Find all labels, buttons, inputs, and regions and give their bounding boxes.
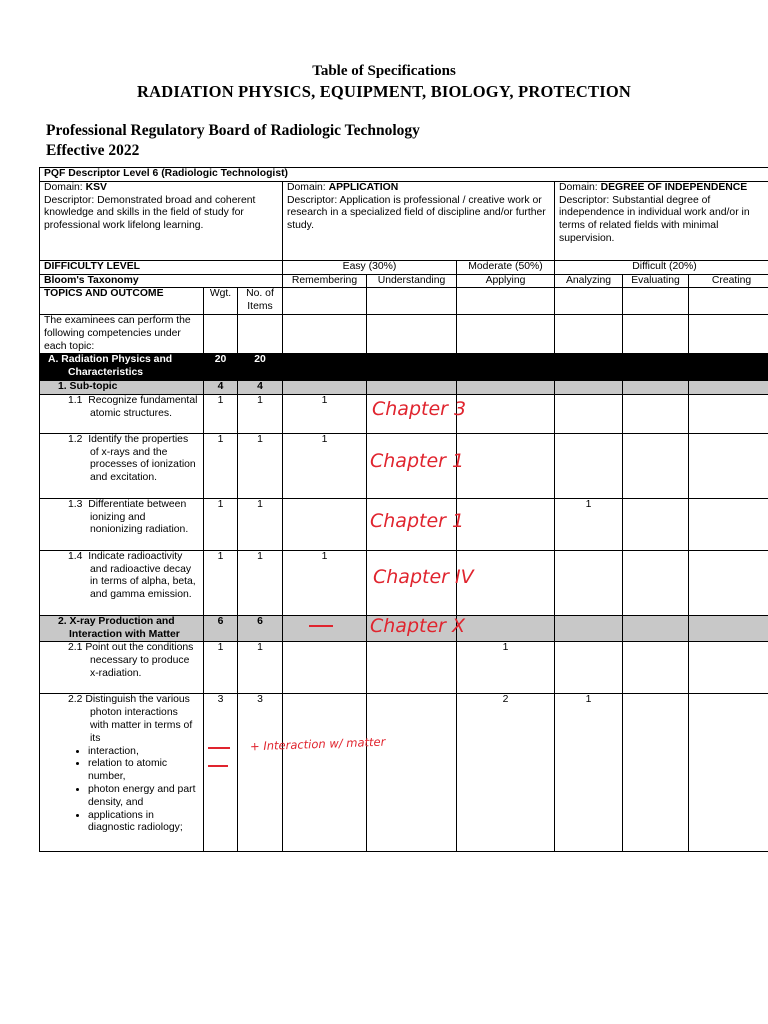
row-items: 1 <box>238 642 283 694</box>
section-items: 20 <box>238 354 283 381</box>
list-item: • applications in diagnostic radiology; <box>88 810 199 836</box>
domain-descriptor: Descriptor: Application is professional / creative work or research in a specialized field of discipline and/or further study. <box>287 194 546 232</box>
blooms-analyzing: Analyzing <box>555 274 623 288</box>
outcome-text: 1.2 Identify the properties of x-rays and the processes of ionization and excitation. <box>40 433 204 498</box>
handwritten-note: Chapter X <box>370 615 466 637</box>
blooms-evaluating: Evaluating <box>623 274 689 288</box>
analyzing-count: 1 <box>555 498 623 550</box>
items-header: No. of Items <box>238 288 283 315</box>
domain-value: KSV <box>85 181 107 193</box>
row-items: 1 <box>238 433 283 498</box>
remembering-count: 1 <box>283 433 367 498</box>
handwritten-dash <box>309 625 333 627</box>
list-item: • relation to atomic number, <box>88 758 199 784</box>
row-items: 1 <box>238 550 283 615</box>
outcome-text: 2.1 Point out the conditions necessary to produce x-radiation. <box>40 642 204 694</box>
domain-label: Domain: <box>559 181 601 193</box>
domain-descriptor: Descriptor: Demonstrated broad and coherent knowledge and skills in the field of study for professional work lifelong learning. <box>44 194 256 232</box>
outcome-text: 2.2 Distinguish the various photon interactions with matter in terms of its • interaction, • relation to atomic number, • photon energy and part density, and • applications in diagnostic radiology; <box>40 694 204 852</box>
subtopic-label: 1. Sub-topic <box>40 380 204 394</box>
wgt-header: Wgt. <box>204 288 238 315</box>
list-item: • photon energy and part density, and <box>88 784 199 810</box>
table-row <box>40 694 768 852</box>
applying-count: 1 <box>457 642 555 694</box>
analyzing-count <box>555 433 623 498</box>
section-row <box>40 354 768 381</box>
difficulty-level-label: DIFFICULTY LEVEL <box>40 260 283 274</box>
domain-independence <box>555 181 768 260</box>
pqf-descriptor-title: PQF Descriptor Level 6 (Radiologic Technologist) <box>40 168 768 182</box>
row-items: 3 <box>238 694 283 852</box>
document-title: Table of Specifications <box>312 63 456 79</box>
blooms-creating: Creating <box>689 274 768 288</box>
level-moderate: Moderate (50%) <box>457 260 555 274</box>
bullet-list <box>44 746 199 836</box>
analyzing-count: 1 <box>555 694 623 852</box>
subtopic-wgt: 6 <box>204 615 238 642</box>
applying-count: 2 <box>457 694 555 852</box>
section-wgt: 20 <box>204 354 238 381</box>
row-wgt: 1 <box>204 394 238 433</box>
organization-name: Professional Regulatory Board of Radiologic Technology <box>46 122 420 139</box>
list-item: • interaction, <box>88 746 199 759</box>
subtopic-wgt: 4 <box>204 380 238 394</box>
blooms-remembering: Remembering <box>283 274 367 288</box>
blooms-applying: Applying <box>457 274 555 288</box>
remembering-count: 1 <box>283 550 367 615</box>
remembering-count: 1 <box>283 394 367 433</box>
row-items: 1 <box>238 394 283 433</box>
blooms-taxonomy-label: Bloom's Taxonomy <box>40 274 283 288</box>
outcome-text: 1.1 Recognize fundamental atomic structures. <box>40 394 204 433</box>
domain-application <box>283 181 555 260</box>
handwritten-note: Chapter 3 <box>372 398 467 420</box>
subtopic-items: 6 <box>238 615 283 642</box>
table-row <box>40 642 768 694</box>
outcome-text: 1.3 Differentiate between ionizing and nonionizing radiation. <box>40 498 204 550</box>
handwritten-note: Chapter 1 <box>370 510 465 532</box>
organization-block <box>46 121 420 161</box>
row-wgt: 1 <box>204 498 238 550</box>
analyzing-count <box>555 394 623 433</box>
remembering-count <box>283 498 367 550</box>
document-subtitle: RADIATION PHYSICS, EQUIPMENT, BIOLOGY, PROTECTION <box>136 82 632 101</box>
subtopic-row <box>40 380 768 394</box>
level-easy: Easy (30%) <box>283 260 457 274</box>
row-wgt: 3 <box>204 694 238 852</box>
blooms-understanding: Understanding <box>367 274 457 288</box>
level-difficult: Difficult (20%) <box>555 260 768 274</box>
row-wgt: 1 <box>204 550 238 615</box>
domain-label: Domain: <box>287 181 329 193</box>
row-wgt: 1 <box>204 642 238 694</box>
analyzing-count <box>555 550 623 615</box>
domain-value: DEGREE OF INDEPENDENCE <box>600 181 748 193</box>
handwritten-dash <box>208 747 230 749</box>
section-label: A. Radiation Physics and Characteristics <box>40 354 204 381</box>
domain-value: APPLICATION <box>328 181 399 193</box>
handwritten-dash <box>208 765 228 767</box>
row-items: 1 <box>238 498 283 550</box>
domain-ksv <box>40 181 283 260</box>
handwritten-note: + Interaction w/ matter <box>249 734 386 754</box>
outcome-text: 1.4 Indicate radioactivity and radioactive decay in terms of alpha, beta, and gamma emission. <box>40 550 204 615</box>
domain-label: Domain: <box>44 181 86 193</box>
subtopic-items: 4 <box>238 380 283 394</box>
row-wgt: 1 <box>204 433 238 498</box>
topics-header: TOPICS AND OUTCOME <box>40 288 204 315</box>
domain-descriptor: Descriptor: Substantial degree of independence in individual work and/or in terms of related fields with minimal supervision. <box>559 194 750 244</box>
effective-date: Effective 2022 <box>46 142 140 159</box>
intro-text: The examinees can perform the following competencies under each topic: <box>40 314 204 353</box>
handwritten-note: Chapter IV <box>373 566 474 588</box>
subtopic-label: 2. X-ray Production and Interaction with Matter <box>40 615 204 642</box>
handwritten-note: Chapter 1 <box>370 450 465 472</box>
